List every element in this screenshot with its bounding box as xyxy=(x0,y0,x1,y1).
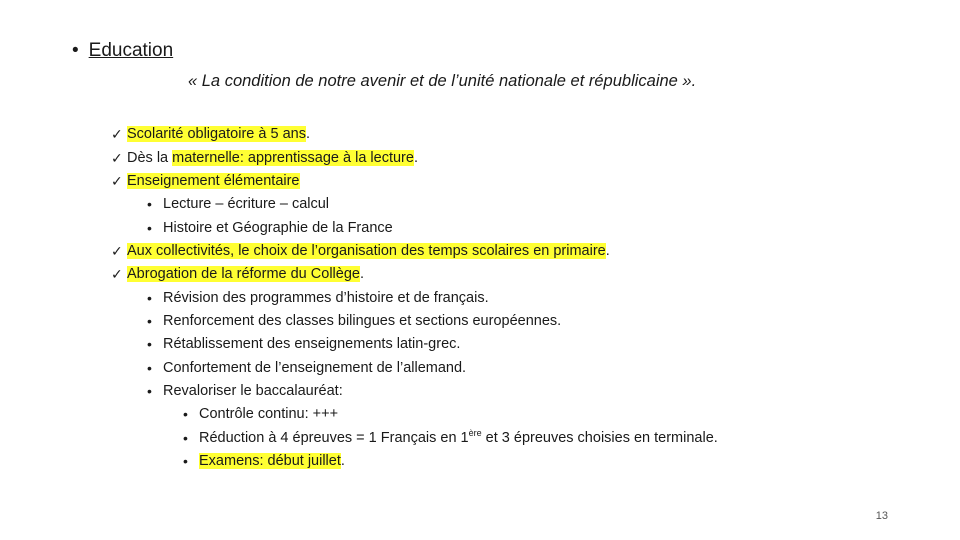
highlighted-text: Abrogation de la réforme du Collège xyxy=(127,266,360,282)
checkmark-icon: ✓ xyxy=(111,173,123,189)
list-item xyxy=(127,148,418,168)
item-tail: et 3 épreuves choisies en terminale. xyxy=(481,430,718,446)
highlighted-text: Examens: début juillet xyxy=(199,453,341,469)
section-heading xyxy=(72,40,173,62)
bullet-icon: • xyxy=(147,313,152,329)
list-item: Contrôle continu: +++ xyxy=(199,406,339,422)
checkmark-icon: ✓ xyxy=(111,266,123,282)
page-number: 13 xyxy=(875,510,888,522)
highlighted-text: Aux collectivités, le choix de l’organisation des temps scolaires en primaire xyxy=(127,243,606,259)
checkmark-icon: ✓ xyxy=(111,126,123,142)
item-prefix: Dès la xyxy=(127,150,173,166)
bullet-icon: • xyxy=(147,290,152,306)
item-suffix: . xyxy=(413,150,418,166)
list-item xyxy=(199,428,718,448)
checkmark-icon: ✓ xyxy=(111,243,123,259)
list-item: Rétablissement des enseignements latin-grec. xyxy=(163,336,461,352)
list-item: Lecture – écriture – calcul xyxy=(163,196,330,212)
highlighted-text: maternelle: apprentissage à la lecture xyxy=(172,150,414,166)
item-suffix: . xyxy=(305,126,310,142)
list-item: Histoire et Géographie de la France xyxy=(163,220,393,236)
list-item: Revaloriser le baccalauréat: xyxy=(163,383,343,399)
quote: « La condition de notre avenir et de l’unité nationale et républicaine ». xyxy=(188,72,697,90)
item-suffix: . xyxy=(340,453,345,469)
heading-title: Education xyxy=(88,40,174,61)
item-suffix: . xyxy=(605,243,610,259)
list-item xyxy=(127,264,364,284)
bullet-icon: • xyxy=(147,336,152,352)
item-text: Réduction à 4 épreuves = 1 Français en 1 xyxy=(199,430,469,446)
list-item xyxy=(127,171,300,191)
bullet-icon: • xyxy=(183,453,188,469)
list-item: Renforcement des classes bilingues et sections européennes. xyxy=(163,313,562,329)
list-item xyxy=(127,124,310,144)
bullet-icon: • xyxy=(147,360,152,376)
bullet-icon: • xyxy=(147,383,152,399)
highlighted-text: Enseignement élémentaire xyxy=(127,173,300,189)
superscript: ère xyxy=(468,428,482,439)
list-item xyxy=(199,451,345,471)
heading-bullet: • xyxy=(72,40,79,61)
bullet-icon: • xyxy=(147,196,152,212)
bullet-icon: • xyxy=(183,430,188,446)
item-suffix: . xyxy=(359,266,364,282)
checkmark-icon: ✓ xyxy=(111,150,123,166)
bullet-icon: • xyxy=(147,220,152,236)
bullet-icon: • xyxy=(183,406,188,422)
list-item xyxy=(127,241,610,261)
highlighted-text: Scolarité obligatoire à 5 ans xyxy=(127,126,306,142)
list-item: Confortement de l’enseignement de l’allemand. xyxy=(163,360,467,376)
list-item: Révision des programmes d’histoire et de français. xyxy=(163,290,489,306)
